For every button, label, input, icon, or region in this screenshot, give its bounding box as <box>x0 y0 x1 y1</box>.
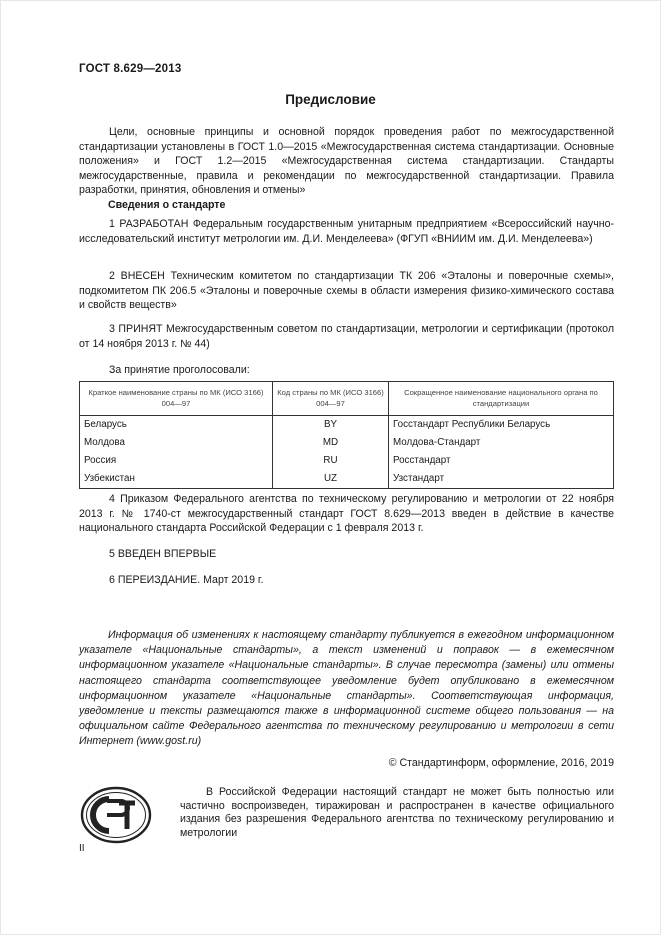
country-code: BY <box>273 416 389 435</box>
country-code: UZ <box>273 470 389 489</box>
item-developed: 1 РАЗРАБОТАН Федеральным государственным унитарным предприятием «Всероссийский научно-исследовательский институт метрологии им. Д.И. Менделеева» (ФГУП «ВНИИМ им. Д.И. Менделеева») <box>79 218 614 245</box>
voting-table <box>79 381 614 489</box>
item-reissue: 6 ПЕРЕИЗДАНИЕ. Март 2019 г. <box>109 574 264 586</box>
info-heading: Сведения о стандарте <box>108 199 226 211</box>
page-title: Предисловие <box>285 92 376 107</box>
voted-label: За принятие проголосовали: <box>109 364 250 376</box>
table-row <box>80 470 614 489</box>
table-row <box>80 452 614 470</box>
item-introduced: 2 ВНЕСЕН Техническим комитетом по стандартизации ТК 206 «Эталоны и поверочные схемы», подкомитетом ПК 206.5 «Эталоны и поверочные схемы в области измерения физико-химического состава и свойств веществ» <box>79 270 614 312</box>
standards-body: Госстандарт Республики Беларусь <box>389 416 614 435</box>
country-name: Молдова <box>80 434 273 452</box>
standards-body: Узстандарт <box>389 470 614 489</box>
page-number: II <box>79 843 85 854</box>
rst-certification-mark-icon <box>79 785 153 845</box>
item-order: 4 Приказом Федерального агентства по техническому регулированию и метрологии от 22 ноября 2013 г. № 1740-ст межгосударственный стандарт ГОСТ 8.629—2013 введен в действие в качестве национального стандарта Российской Федерации с 1 февраля 2013 г. <box>79 493 614 535</box>
table-header-cell: Краткое наименование страны по МК (ИСО 3166) 004—97 <box>80 382 273 416</box>
table-row <box>80 416 614 435</box>
country-code: RU <box>273 452 389 470</box>
country-code: MD <box>273 434 389 452</box>
country-name: Узбекистан <box>80 470 273 489</box>
change-notice: Информация об изменениях к настоящему стандарту публикуется в ежегодном информационном указателе «Национальные стандарты», а текст изменений и поправок — в ежемесячном информационном указателе «Национальные стандарты». В случае пересмотра (замены) или отмены настоящего стандарта соответствующее уведомление будет опубликовано в ежемесячном информационном указателе «Национальные стандарты». Соответствующая информация, уведомление и тексты размещаются также в информационной системе общего пользования — на официальном сайте Федерального агентства по техническому регулированию и метрологии в сети Интернет (www.gost.ru) <box>79 629 614 748</box>
document-code: ГОСТ 8.629—2013 <box>79 63 182 75</box>
table-header-cell: Сокращенное наименование национального органа по стандартизации <box>389 382 614 416</box>
standards-body: Росстандарт <box>389 452 614 470</box>
legal-notice: В Российской Федерации настоящий стандарт не может быть полностью или частично воспроизведен, тиражирован и распространен в качестве официального издания без разрешения Федерального агентства по техническому регулированию и метрологии <box>180 786 614 839</box>
item-adopted: 3 ПРИНЯТ Межгосударственным советом по стандартизации, метрологии и сертификации (протокол от 14 ноября 2013 г. № 44) <box>79 323 614 350</box>
country-name: Россия <box>80 452 273 470</box>
table-header-cell: Код страны по МК (ИСО 3166) 004—97 <box>273 382 389 416</box>
copyright-line: © Стандартинформ, оформление, 2016, 2019 <box>388 757 614 769</box>
country-name: Беларусь <box>80 416 273 435</box>
item-first-time: 5 ВВЕДЕН ВПЕРВЫЕ <box>109 548 217 560</box>
intro-paragraph: Цели, основные принципы и основной порядок проведения работ по межгосударственной стандартизации установлены в ГОСТ 1.0—2015 «Межгосударственная система стандартизации. Основные положения» и ГОСТ 1.2—2015 «Межгосударственная система стандартизации. Стандарты межгосударственные, правила и рекомендации по межгосударственной стандартизации. Правила разработки, принятия, обновления и отмены» <box>79 126 614 197</box>
table-row <box>80 434 614 452</box>
table-header-row <box>80 382 614 416</box>
standards-body: Молдова-Стандарт <box>389 434 614 452</box>
